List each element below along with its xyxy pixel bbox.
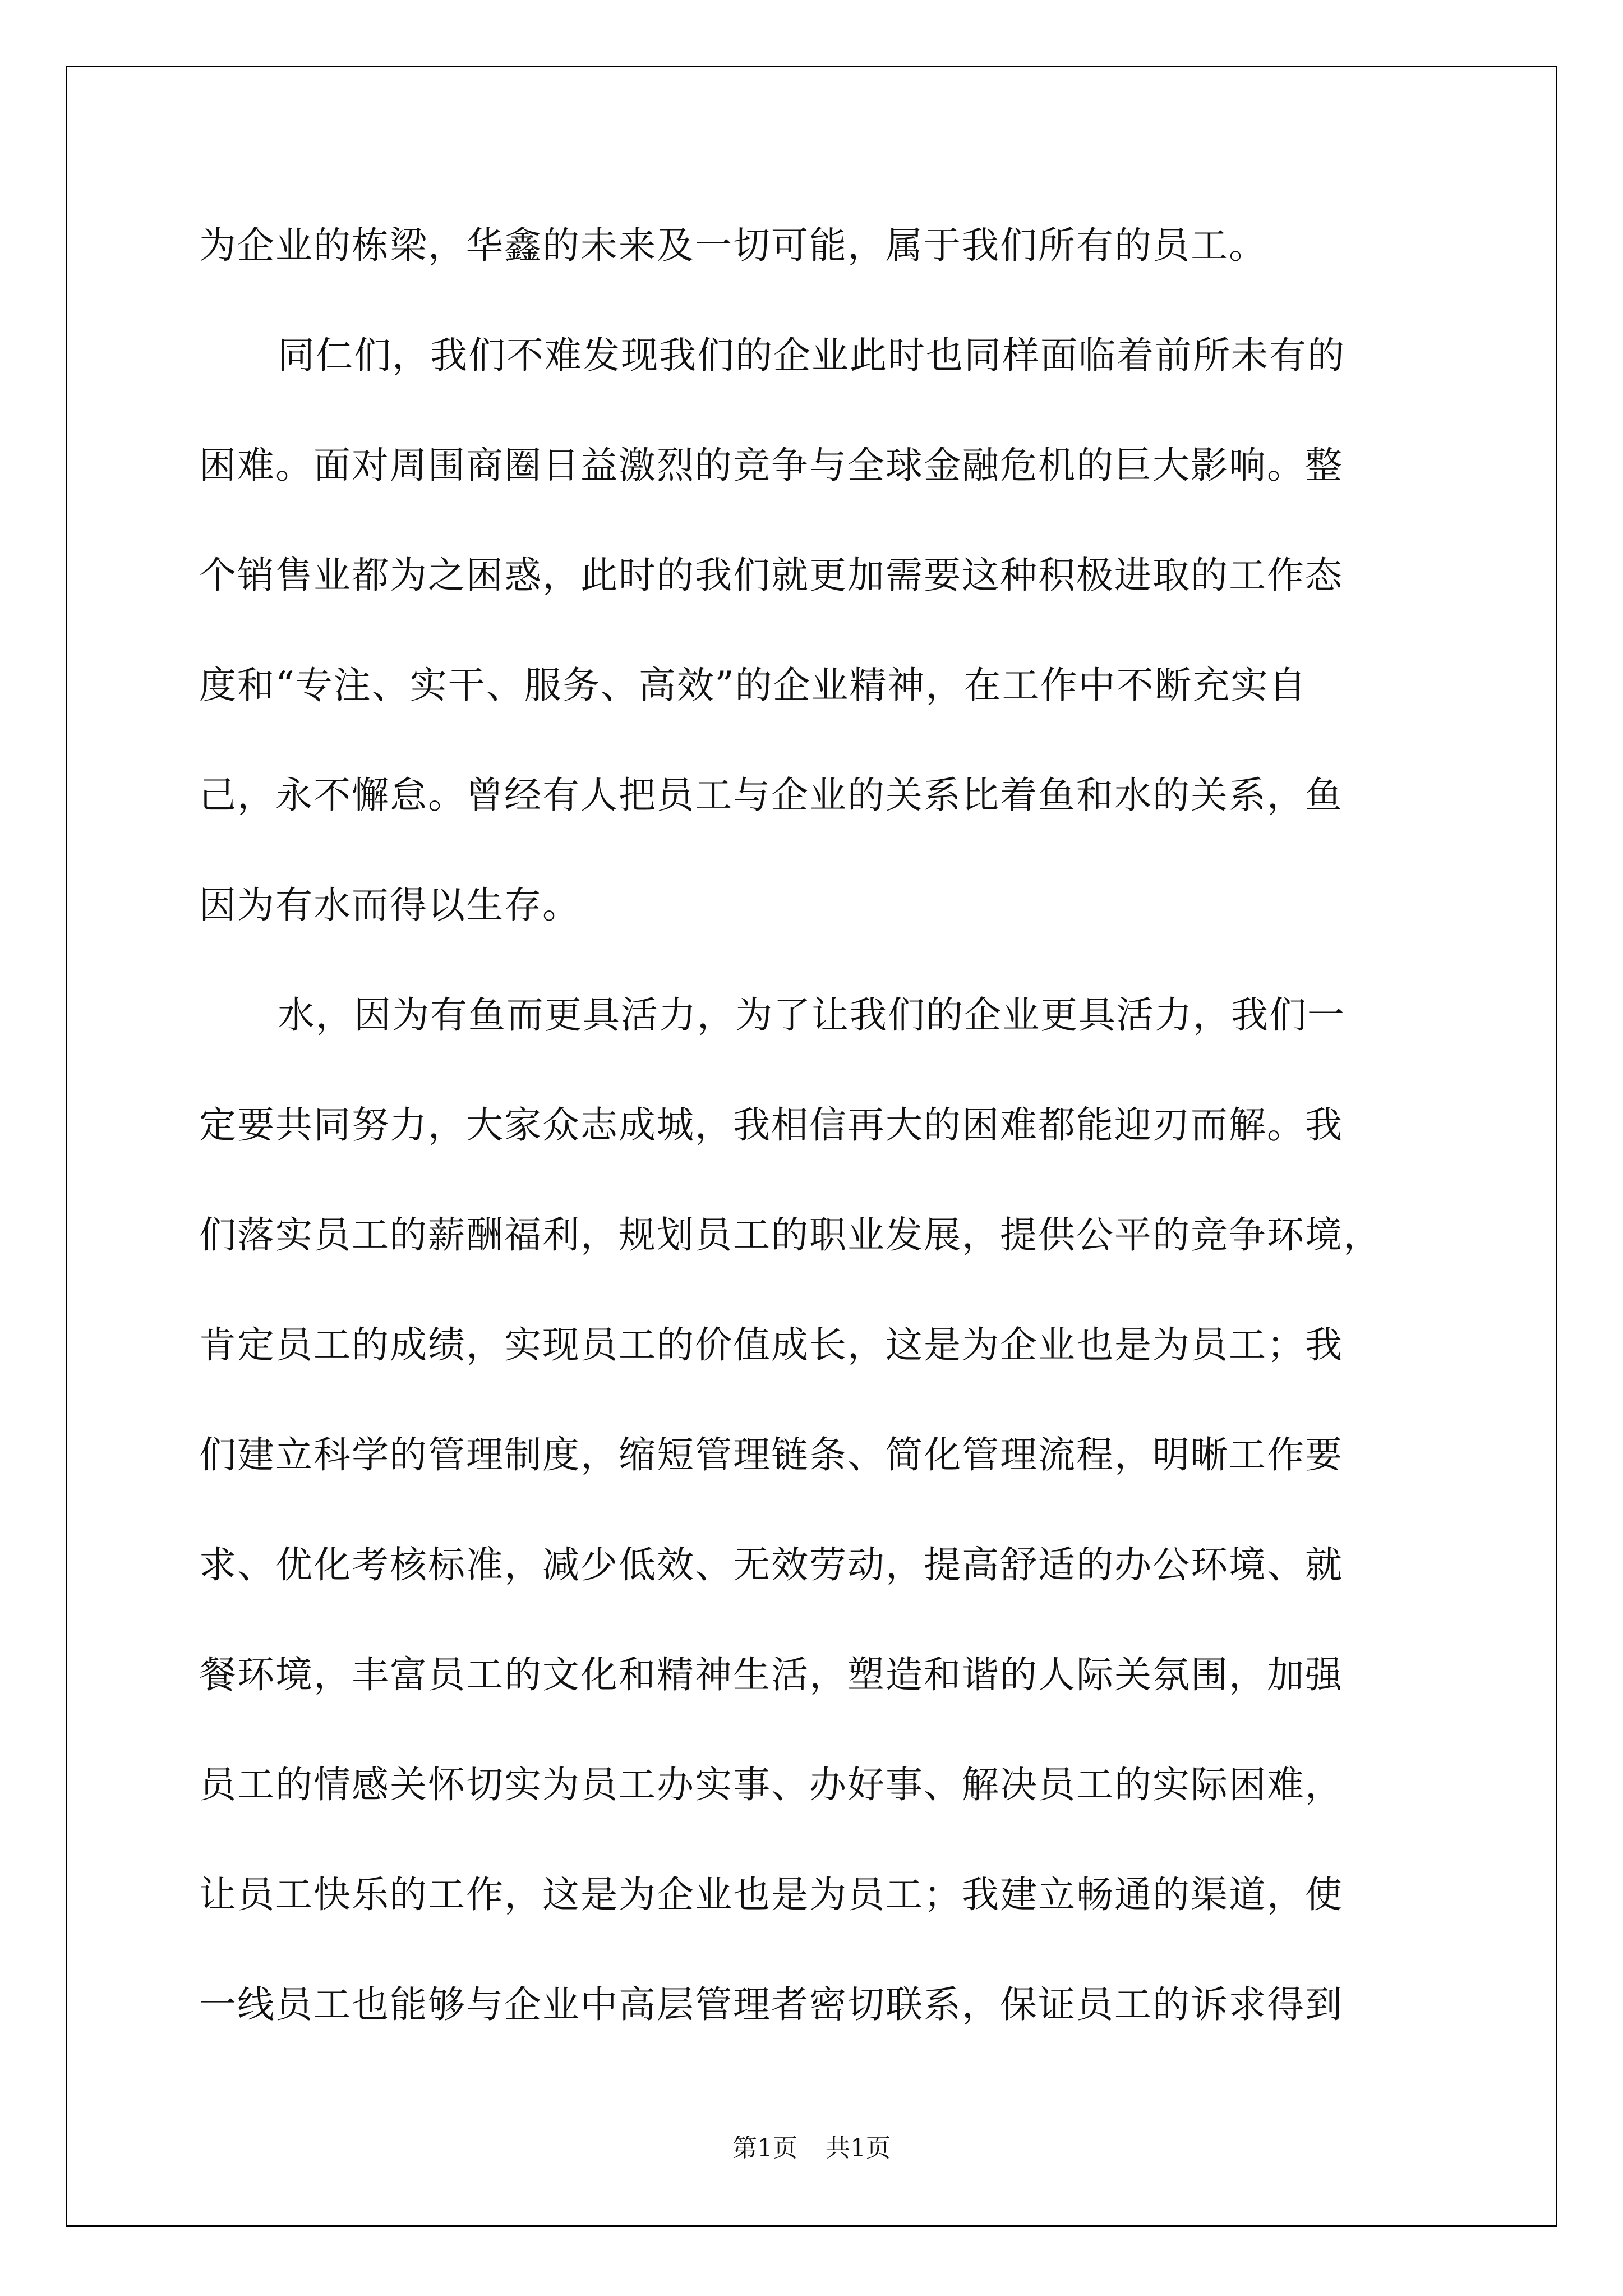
text-line: 水，因为有鱼而更具活力，为了让我们的企业更具活力，我们一 (278, 993, 1345, 1037)
text-line: 同仁们，我们不难发现我们的企业此时也同样面临着前所未有的 (278, 334, 1345, 377)
page-number-total: 共1页 (826, 2134, 891, 2162)
text-line: 个销售业都为之困惑，此时的我们就更加需要这种积极进取的工作态 (199, 554, 1343, 597)
text-line: 求、优化考核标准，减少低效、无效劳动，提高舒适的办公环境、就 (199, 1543, 1343, 1586)
text-line: 们落实员工的薪酬福利，规划员工的职业发展，提供公平的竞争环境， (199, 1213, 1381, 1257)
text-line: 定要共同努力，大家众志成城，我相信再大的困难都能迎刃而解。我 (199, 1103, 1343, 1147)
text-line: 餐环境，丰富员工的文化和精神生活，塑造和谐的人际关氛围，加强 (199, 1653, 1343, 1696)
text-line: 己，永不懈怠。曾经有人把员工与企业的关系比着鱼和水的关系，鱼 (199, 774, 1343, 817)
text-line: 们建立科学的管理制度，缩短管理链条、简化管理流程，明晰工作要 (199, 1433, 1343, 1476)
text-line: 度和“专注、实干、服务、高效”的企业精神，在工作中不断充实自 (199, 664, 1307, 707)
text-line: 为企业的栋梁，华鑫的未来及一切可能，属于我们所有的员工。 (199, 224, 1267, 267)
document-body (199, 191, 1433, 2060)
page-footer (0, 2132, 1623, 2165)
text-line: 员工的情感关怀切实为员工办实事、办好事、解决员工的实际困难， (199, 1763, 1343, 1806)
text-line: 困难。面对周围商圈日益激烈的竞争与全球金融危机的巨大影响。整 (199, 444, 1343, 487)
page-number-current: 第1页 (732, 2134, 797, 2162)
text-line: 因为有水而得以生存。 (199, 884, 580, 927)
text-line: 肯定员工的成绩，实现员工的价值成长，这是为企业也是为员工；我 (199, 1323, 1343, 1366)
text-line: 让员工快乐的工作，这是为企业也是为员工；我建立畅通的渠道，使 (199, 1873, 1343, 1916)
text-line: 一线员工也能够与企业中高层管理者密切联系，保证员工的诉求得到 (199, 1983, 1343, 2026)
